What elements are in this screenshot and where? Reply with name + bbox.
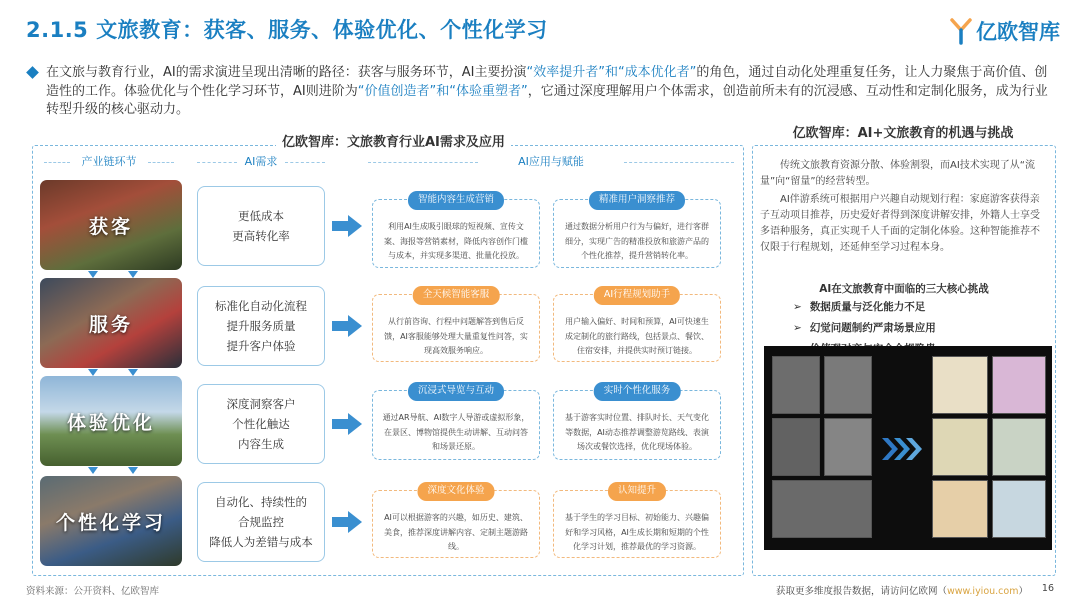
bullet-diamond-icon xyxy=(26,66,39,79)
footer-note: 获取更多维度报告数据，请访问亿欧网（www.iyiou.com） xyxy=(775,586,1028,597)
stage-label: 个性化学习 xyxy=(55,511,166,534)
app-card xyxy=(372,194,540,268)
need-box xyxy=(197,482,325,562)
app-text: 通过AR导航、AI数字人导游或虚拟形象，在景区、博物馆提供生动讲解、互动问答和场景还原。 xyxy=(382,413,530,451)
logo-icon xyxy=(950,17,972,45)
right-paragraph-2: AI伴游系统可根据用户兴趣自动规划行程：家庭游客获得亲子互动项目推荐，历史爱好者得到深度讲解安排，外籍人士享受多语种服务，真正实现千人千面的定制化体验。这种智能推荐不仅限于行程规划，还延伸至学习过程本身。 xyxy=(760,194,1040,253)
arrow-bullet-icon: ➢ xyxy=(793,301,802,313)
need-item: 降低人为差错与成本 xyxy=(209,535,313,549)
intro-highlight-1: “效率提升者”和“成本优化者” xyxy=(526,65,697,80)
need-item: 提升客户体验 xyxy=(226,339,296,353)
app-tag: 深度文化体验 xyxy=(417,482,494,501)
app-card xyxy=(372,385,540,460)
right-arrow-icon xyxy=(332,215,362,237)
app-card xyxy=(372,485,540,558)
intro-text-1: 在文旅与教育行业，AI的需求演进呈现出清晰的路径：获客与服务环节，AI主要扮演 xyxy=(46,65,527,80)
arrow-bullet-icon: ➢ xyxy=(793,322,802,334)
page-title: 2.1.5 文旅教育：获客、服务、体验优化、个性化学习 xyxy=(26,18,548,42)
stage-label: 体验优化 xyxy=(66,411,155,434)
stage-label: 获客 xyxy=(88,215,133,238)
down-arrow-icon xyxy=(128,271,138,278)
stage-photo-service xyxy=(40,278,182,368)
stone-rubbing-to-color-image xyxy=(764,346,1052,550)
app-text: 基于学生的学习目标、初始能力、兴趣偏好和学习风格，AI生成长期和短期的个性化学习计划，推荐最优的学习资源。 xyxy=(565,513,709,551)
app-tag: 实时个性化服务 xyxy=(594,382,681,401)
down-arrow-icon xyxy=(88,271,98,278)
need-item: 更低成本 xyxy=(238,209,284,223)
need-box xyxy=(197,186,325,266)
intro-highlight-2: “价值创造者”和“体验重塑者” xyxy=(357,83,528,99)
column-header-chain: 产业链环节 xyxy=(44,153,174,171)
need-item: 自动化、持续性的 xyxy=(215,495,307,509)
app-card xyxy=(372,289,540,362)
app-text: 通过数据分析用户行为与偏好，进行客群细分，实现广告的精准投放和旅游产品的个性化推荐，提升营销转化率。 xyxy=(565,222,709,260)
app-text: AI可以根据游客的兴趣，如历史、建筑、美食，推荐深度讲解内容、定制主题游路线。 xyxy=(384,513,528,551)
challenge-item: ➢ 数据质量与泛化能力不足 xyxy=(793,301,926,313)
app-tag: AI行程规划助手 xyxy=(594,286,680,305)
app-tag: 沉浸式导览与互动 xyxy=(408,382,504,401)
need-item: 合规监控 xyxy=(238,515,284,529)
challenges-title: AI在文旅教育中面临的三大核心挑战 xyxy=(819,283,989,295)
page-number: 16 xyxy=(1041,583,1054,594)
right-paragraph-1: 传统文旅教育资源分散、体验割裂，而AI技术实现了从“流量”向“留量”的经营转型。 xyxy=(760,160,1035,187)
stage-photo-experience xyxy=(40,376,182,466)
right-panel-title: 亿欧智库：AI+文旅教育的机遇与挑战 xyxy=(768,125,1038,143)
right-arrow-icon xyxy=(332,511,362,533)
intro-paragraph xyxy=(28,64,1058,120)
right-arrow-icon xyxy=(332,315,362,337)
need-item: 深度洞察客户 xyxy=(226,397,296,411)
app-tag: 认知提升 xyxy=(608,482,666,501)
brand-logo xyxy=(950,16,1060,46)
need-box xyxy=(197,384,325,464)
app-text: 利用AI生成吸引眼球的短视频、宣传文案、海报等营销素材，降低内容创作门槛与成本，并实现多渠道、批量化投放。 xyxy=(384,222,528,260)
need-box xyxy=(197,286,325,366)
need-item: 个性化触达 xyxy=(232,417,290,431)
transform-arrow-icon xyxy=(882,434,926,464)
left-panel-title: 亿欧智库：文旅教育行业AI需求及应用 xyxy=(276,131,511,150)
column-header-need: AI需求 xyxy=(197,153,325,171)
down-arrow-icon xyxy=(88,467,98,474)
source-note: 资料来源：公开资料、亿欧智库 xyxy=(26,586,160,597)
stage-label: 服务 xyxy=(88,313,133,336)
app-tag: 全天候智能客服 xyxy=(413,286,500,305)
intro-text-2: 的角色，通过自动化处理重复任务，让人力聚焦于高价值、创造性的工作。体验优化与个性化学习环节，AI则进阶为 xyxy=(46,65,1048,99)
app-card xyxy=(553,385,721,460)
app-text: 基于游客实时位置、排队时长、天气变化等数据，AI动态推荐调整游览路线、表演场次或餐饮选择，优化现场体验。 xyxy=(565,413,709,451)
app-text: 从行前咨询、行程中问题解答到售后反馈，AI客服能够处理大量重复性问答，实现高效服务响应。 xyxy=(384,317,528,355)
need-item: 标准化自动化流程 xyxy=(215,299,307,313)
website-link[interactable]: www.iyiou.com xyxy=(946,586,1019,597)
app-text: 用户输入偏好、时间和预算，AI可快速生成定制化的旅行路线，包括景点、餐饮、住宿安排，并提供实时预订链接。 xyxy=(565,317,709,355)
logo-text: 亿欧智库 xyxy=(976,20,1060,44)
down-arrow-icon xyxy=(128,369,138,376)
stage-photo-learning xyxy=(40,476,182,566)
need-item: 提升服务质量 xyxy=(226,319,296,333)
down-arrow-icon xyxy=(88,369,98,376)
need-item: 更高转化率 xyxy=(232,229,290,243)
app-card xyxy=(553,194,721,268)
app-card xyxy=(553,289,721,362)
app-tag: 精准用户洞察推荐 xyxy=(589,191,685,210)
down-arrow-icon xyxy=(128,467,138,474)
right-arrow-icon xyxy=(332,413,362,435)
stage-photo-acquisition xyxy=(40,180,182,270)
app-tag: 智能内容生成营销 xyxy=(408,191,504,210)
app-card xyxy=(553,485,721,558)
intro-text-3: ，它通过深度理解用户个体需求，创造前所未有的沉浸感、互动性和定制化服务，成为行业转型升级的核心驱动力。 xyxy=(46,83,1048,117)
need-item: 内容生成 xyxy=(238,437,284,451)
column-header-app: AI应用与赋能 xyxy=(368,153,734,171)
challenge-item: ➢ 幻觉问题制约严肃场景应用 xyxy=(793,322,936,334)
